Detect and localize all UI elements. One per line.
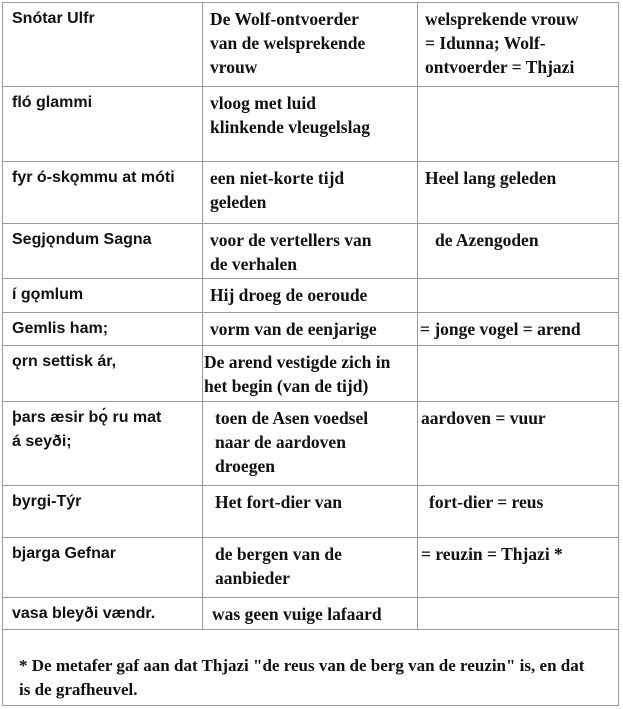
- note-text: [418, 279, 618, 283]
- note-cell: [418, 87, 618, 161]
- old-norse-cell: [3, 313, 203, 345]
- table-row: [3, 486, 618, 538]
- table-row: [3, 538, 618, 598]
- note-cell: [418, 346, 618, 401]
- dutch-cell: [203, 402, 418, 485]
- dutch-text: vorm van de eenjarige: [210, 319, 377, 339]
- dutch-cell: [203, 598, 418, 629]
- old-norse-text: byrgi-Týr: [12, 493, 82, 510]
- table-row: [3, 313, 618, 346]
- old-norse-text: þars æsir bǫ́ ru mat á seyði;: [12, 409, 162, 450]
- footnote-text: * De metafer gaf aan dat Thjazi "de reus van de berg van de reuzin" is, en dat is de grafheuvel.: [19, 656, 585, 699]
- dutch-cell: [203, 162, 418, 223]
- old-norse-cell: [3, 402, 203, 485]
- note-cell: [418, 598, 618, 629]
- old-norse-text: Snótar Ulfr: [12, 10, 95, 27]
- dutch-text: vloog met luid klinkende vleugelslag: [210, 93, 370, 137]
- dutch-text: voor de vertellers van de verhalen: [210, 230, 372, 274]
- old-norse-cell: [3, 162, 203, 223]
- old-norse-text: í gǫmlum: [12, 286, 84, 303]
- note-text: Heel lang geleden: [425, 168, 557, 188]
- old-norse-text: Segjǫndum Sagna: [12, 231, 152, 248]
- dutch-cell: [203, 224, 418, 278]
- note-cell: [418, 313, 618, 345]
- note-text: fort-dier = reus: [429, 492, 544, 512]
- note-cell: [418, 3, 618, 86]
- dutch-text: was geen vuige lafaard: [212, 604, 382, 624]
- old-norse-text: fló glammi: [12, 94, 93, 111]
- dutch-cell: [203, 486, 418, 537]
- dutch-cell: [203, 279, 418, 312]
- footnote-row: [3, 630, 618, 705]
- table-row: [3, 346, 618, 402]
- old-norse-text: Gemlis ham;: [12, 320, 109, 337]
- dutch-text: de bergen van de aanbieder: [215, 544, 342, 588]
- old-norse-cell: [3, 486, 203, 537]
- old-norse-cell: [3, 3, 203, 86]
- note-text: aardoven = vuur: [421, 408, 546, 428]
- old-norse-text: vasa bleyði vændr.: [12, 605, 156, 622]
- dutch-text: een niet-korte tijd geleden: [210, 168, 345, 212]
- note-text: = reuzin = Thjazi *: [421, 544, 563, 564]
- dutch-text: Hij droeg de oeroude: [210, 285, 368, 305]
- note-text: welsprekende vrouw = Idunna; Wolf- ontvoerder = Thjazi: [425, 9, 579, 77]
- dutch-text: De Wolf-ontvoerder van de welsprekende vrouw: [210, 9, 366, 77]
- old-norse-cell: [3, 224, 203, 278]
- table-row: [3, 162, 618, 224]
- note-cell: [418, 486, 618, 537]
- old-norse-text: ǫrn settisk ár,: [12, 353, 117, 370]
- old-norse-cell: [3, 279, 203, 312]
- note-cell: [418, 538, 618, 597]
- note-text: = jonge vogel = arend: [420, 319, 581, 339]
- table-row: [3, 402, 618, 486]
- dutch-text: toen de Asen voedsel naar de aardoven droegen: [215, 408, 369, 476]
- note-cell: [418, 402, 618, 485]
- old-norse-cell: [3, 538, 203, 597]
- note-text: [418, 598, 618, 602]
- table-row: [3, 279, 618, 313]
- table-row: [3, 3, 618, 87]
- old-norse-text: fyr ó-skǫmmu at móti: [12, 169, 175, 186]
- note-cell: [418, 162, 618, 223]
- translation-table: [2, 2, 619, 706]
- dutch-text: Het fort-dier van: [215, 492, 343, 512]
- table-row: [3, 598, 618, 630]
- note-text: [418, 87, 618, 91]
- dutch-cell: [203, 87, 418, 161]
- note-cell: [418, 279, 618, 312]
- note-text: [418, 346, 618, 350]
- note-cell: [418, 224, 618, 278]
- old-norse-cell: [3, 598, 203, 629]
- dutch-cell: [203, 346, 418, 401]
- table-row: [3, 87, 618, 162]
- dutch-cell: [203, 313, 418, 345]
- table-row: [3, 224, 618, 279]
- old-norse-cell: [3, 87, 203, 161]
- old-norse-cell: [3, 346, 203, 401]
- dutch-cell: [203, 3, 418, 86]
- dutch-text: De arend vestigde zich in het begin (van de tijd): [204, 352, 391, 396]
- old-norse-text: bjarga Gefnar: [12, 545, 117, 562]
- dutch-cell: [203, 538, 418, 597]
- note-text: de Azengoden: [435, 230, 539, 250]
